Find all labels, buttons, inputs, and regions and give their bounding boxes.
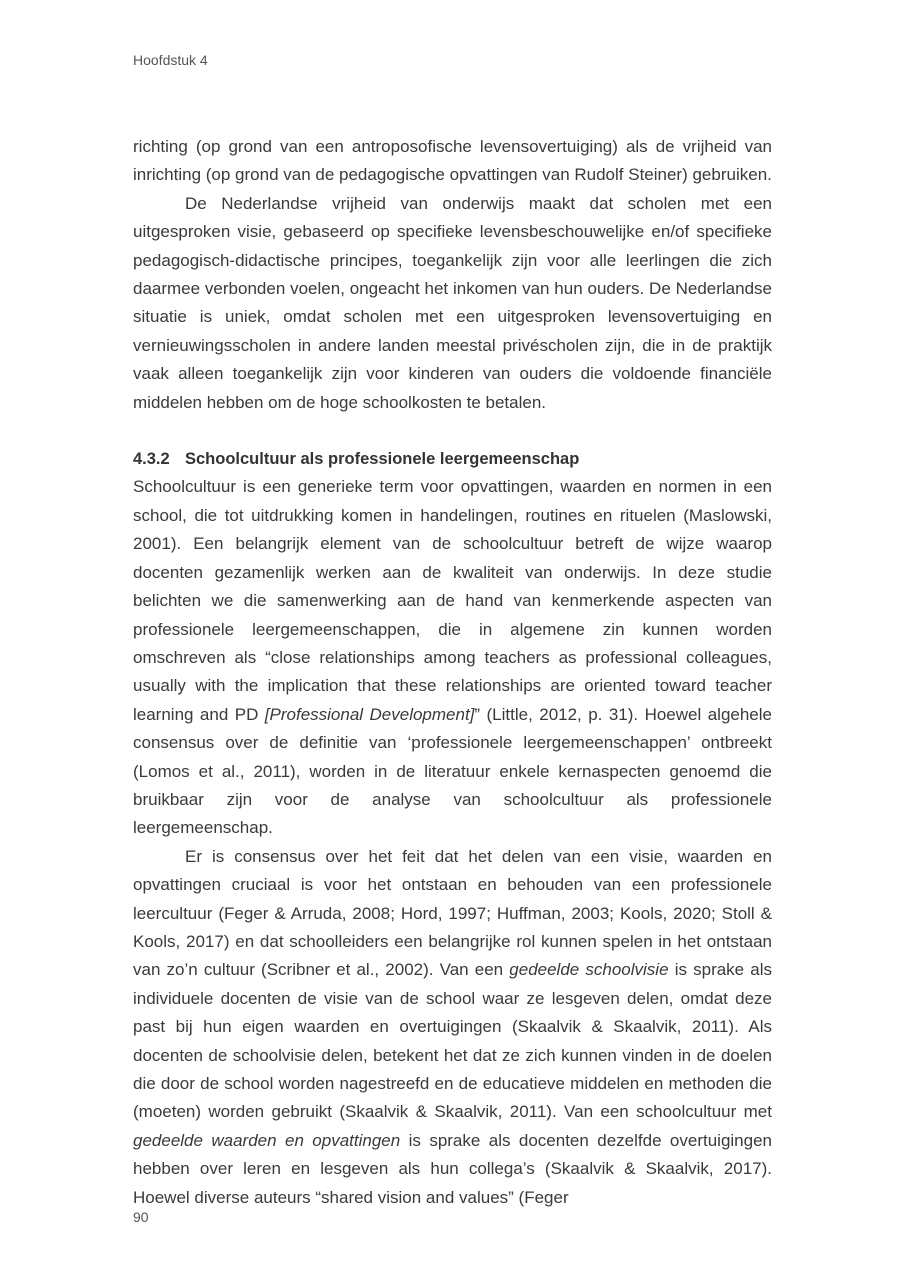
paragraph-2: De Nederlandse vrijheid van onderwijs maakt dat scholen met een uitgesproken visie, gebaseerd op specifieke levensbeschouwelijke en/of specifieke pedagogisch-didactische principes, toegankelijk zijn voor alle leerlingen die zich daarmee verbonden voelen, ongeacht het inkomen van hun ouders. De Nederlandse situatie is uniek, omdat scholen met een uitgesproken levensovertuiging en vernieuwingsscholen in andere landen meestal privéscholen zijn, die in de praktijk vaak alleen toegankelijk zijn voor kinderen van ouders die voldoende financiële middelen hebben om de hoge schoolkosten te betalen.: [133, 193, 772, 412]
running-head: Hoofdstuk 4: [133, 52, 208, 68]
paragraph-3-text-b: ” (Little, 2012, p. 31). Hoewel algehele consensus over de definitie van ‘professionele leergemeenschappen’ ontbreekt (Lomos et al., 2011), worden in de literatuur enkele kernaspecten genoemd die bruikbaar zijn voor de analyse van schoolcultuur als professionele leergemeenschap.: [133, 704, 772, 838]
section-heading: [133, 445, 772, 473]
paragraph-4-italic-1: gedeelde schoolvisie: [509, 960, 669, 980]
section-number: 4.3.2: [133, 450, 170, 469]
page-body: [133, 133, 772, 1212]
paragraph-1: richting (op grond van een antroposofische levensovertuiging) als de vrijheid van inrichting (op grond van de pedagogische opvattingen van Rudolf Steiner) gebruiken.: [133, 137, 772, 185]
paragraph-3-italic: [Professional Development]: [264, 704, 475, 724]
paragraph-4: [133, 843, 772, 1212]
section-title: Schoolcultuur als professionele leergemeenschap: [185, 450, 580, 469]
paragraph-3-text-a: Schoolcultuur is een generieke term voor opvattingen, waarden en normen in een school, die tot uitdrukking komen in handelingen, routines en rituelen (Maslowski, 2001). Een belangrijk element van de schoolcultuur betreft de wijze waarop docenten gezamenlijk werken aan de kwaliteit van onderwijs. In deze studie belichten we die samenwerking aan de hand van kenmerkende aspecten van professionele leergemeenschappen, die in algemene zin kunnen worden omschreven als “close relationships among teachers as professional colleagues, usually with the implication that these relationships are oriented toward teacher learning and PD: [133, 477, 772, 724]
paragraph-3: [133, 473, 772, 842]
page-number: 90: [133, 1209, 149, 1225]
paragraph-4-text-b: is sprake als individuele docenten de visie van de school waar ze lesgeven delen, omdat deze past bij hun eigen waarden en overtuigingen (Skaalvik & Skaalvik, 2011). Als docenten de schoolvisie delen, betekent het dat ze zich kunnen vinden in de doelen die door de school worden nagestreefd en de educatieve middelen en methoden die (moeten) worden gebruikt (Skaalvik & Skaalvik, 2011). Van een schoolcultuur met: [133, 960, 773, 1122]
paragraph-4-text-c: is sprake als docenten dezelfde overtuigingen hebben over leren en lesgeven als hun collega’s (Skaalvik & Skaalvik, 2017). Hoewel diverse auteurs “shared vision and values” (Feger: [133, 1130, 773, 1207]
paragraph-4-text-a: Er is consensus over het feit dat het delen van een visie, waarden en opvattingen cruciaal is voor het ontstaan en behouden van een professionele leercultuur (Feger & Arruda, 2008; Hord, 1997; Huffman, 2003; Kools, 2020; Stoll & Kools, 2017) en dat schoolleiders een belangrijke rol kunnen spelen in het ontstaan van zo’n cultuur (Scribner et al., 2002). Van een: [133, 846, 772, 980]
paragraph-4-italic-2: gedeelde waarden en opvattingen: [133, 1130, 401, 1150]
